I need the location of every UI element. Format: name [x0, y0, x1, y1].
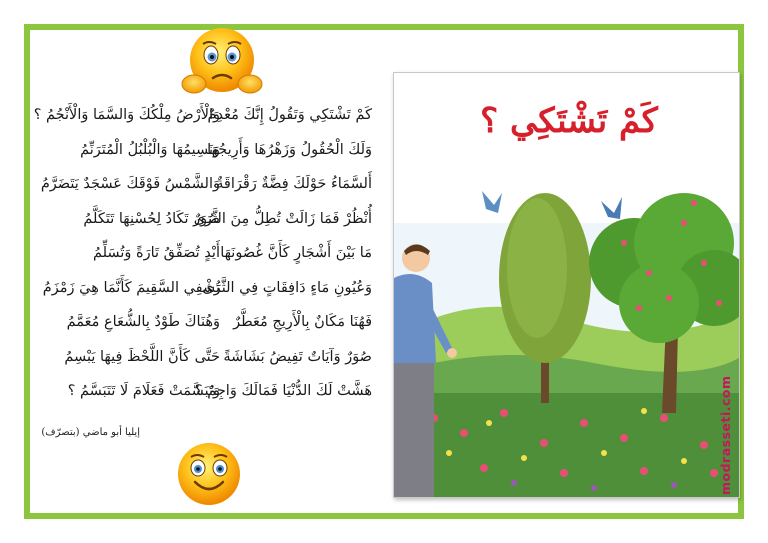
poem-line: صُوَرٌ وَآيَاتٌ تَفِيضُ بَشَاشَةً — [223, 348, 372, 365]
poem-line: مَا بَيْنَ أَشْجَارٍ كَأَنَّ غُصُونَهَا — [220, 245, 372, 261]
poem-line: أَيْدٍ تُصَفِّقُ تَارَةً وَتُسَلِّمُ — [92, 245, 220, 261]
poem-line: أَلسَّمَاءُ حَوْلَكَ فِضَّةٌ رَقْرَاقَةٌ — [216, 176, 372, 192]
poem-line: هَشَّتْ لَكَ الدُّنْيَا فَمَالَكَ وَاجِمٌ ؟ — [194, 383, 372, 399]
poem-line: كَمْ تَشْتَكِي وَتَقُولُ إِنَّكَ مُعْدِمٌ — [207, 107, 372, 123]
poem-line: وَتَبَسَّمَتْ فَعَلَامَ لَا تَتَبَسَّمُ ؟ — [67, 383, 220, 399]
illustration-panel — [393, 72, 740, 498]
happy-emoji-icon — [175, 440, 243, 508]
poem-line: حَتَّى كَأَنَّ اللَّحْظَ فِيهَا يَبْسِمُ — [64, 348, 220, 365]
poem-line: أُنْظُرْ فَمَا زَالَتْ تُطِلُّ مِنَ الثَّرَى — [193, 210, 372, 227]
sad-emoji-icon — [181, 22, 263, 102]
poem-line: فَهُنَا مَكَانٌ بِالْأَرِيجِ مُعَطَّرٌ — [233, 314, 372, 330]
page-title: كَمْ تَشْتَكِي ؟ — [480, 101, 658, 141]
poem-right-column — [193, 98, 372, 409]
poem-line: صُوَرٌ تَكَادُ لِحُسْنِهَا تَتَكَلَّمُ — [83, 210, 220, 227]
poet-attribution: إيليا أبو ماضي (بتصرّف) — [41, 427, 140, 438]
poem-line: وَالْأَرْضُ مِلْكُكَ وَالسَّمَا وَالْأَنْجُمُ ؟ — [33, 107, 220, 123]
poem-left-column — [34, 98, 220, 409]
poem-line: وَلَكَ الْحُقُولُ وَزَهْرُهَا وَأَرِيجُهَا — [207, 141, 372, 158]
poem-line: وَنَسِيمُهَا وَالْبُلْبُلُ الْمُتَرَنِّمُ — [80, 141, 220, 158]
poem-line: وَهُنَاكَ طَوْدٌ بِالشُّعَاعِ مُعَمَّمُ — [66, 314, 220, 330]
poem-line: وَالشَّمْسُ فَوْقَكَ عَسْجَدٌ يَتَضَرَّمُ — [40, 176, 220, 192]
poem-line: وَعُيُونِ مَاءٍ دَافِقَاتٍ فِي الثَّرَى — [202, 279, 372, 296]
site-watermark: modrasseti.com — [718, 375, 733, 495]
poem-line: تُشْفِي السَّقِيمَ كَأَنَّمَا هِيَ زَمْزَمُ — [42, 279, 220, 296]
